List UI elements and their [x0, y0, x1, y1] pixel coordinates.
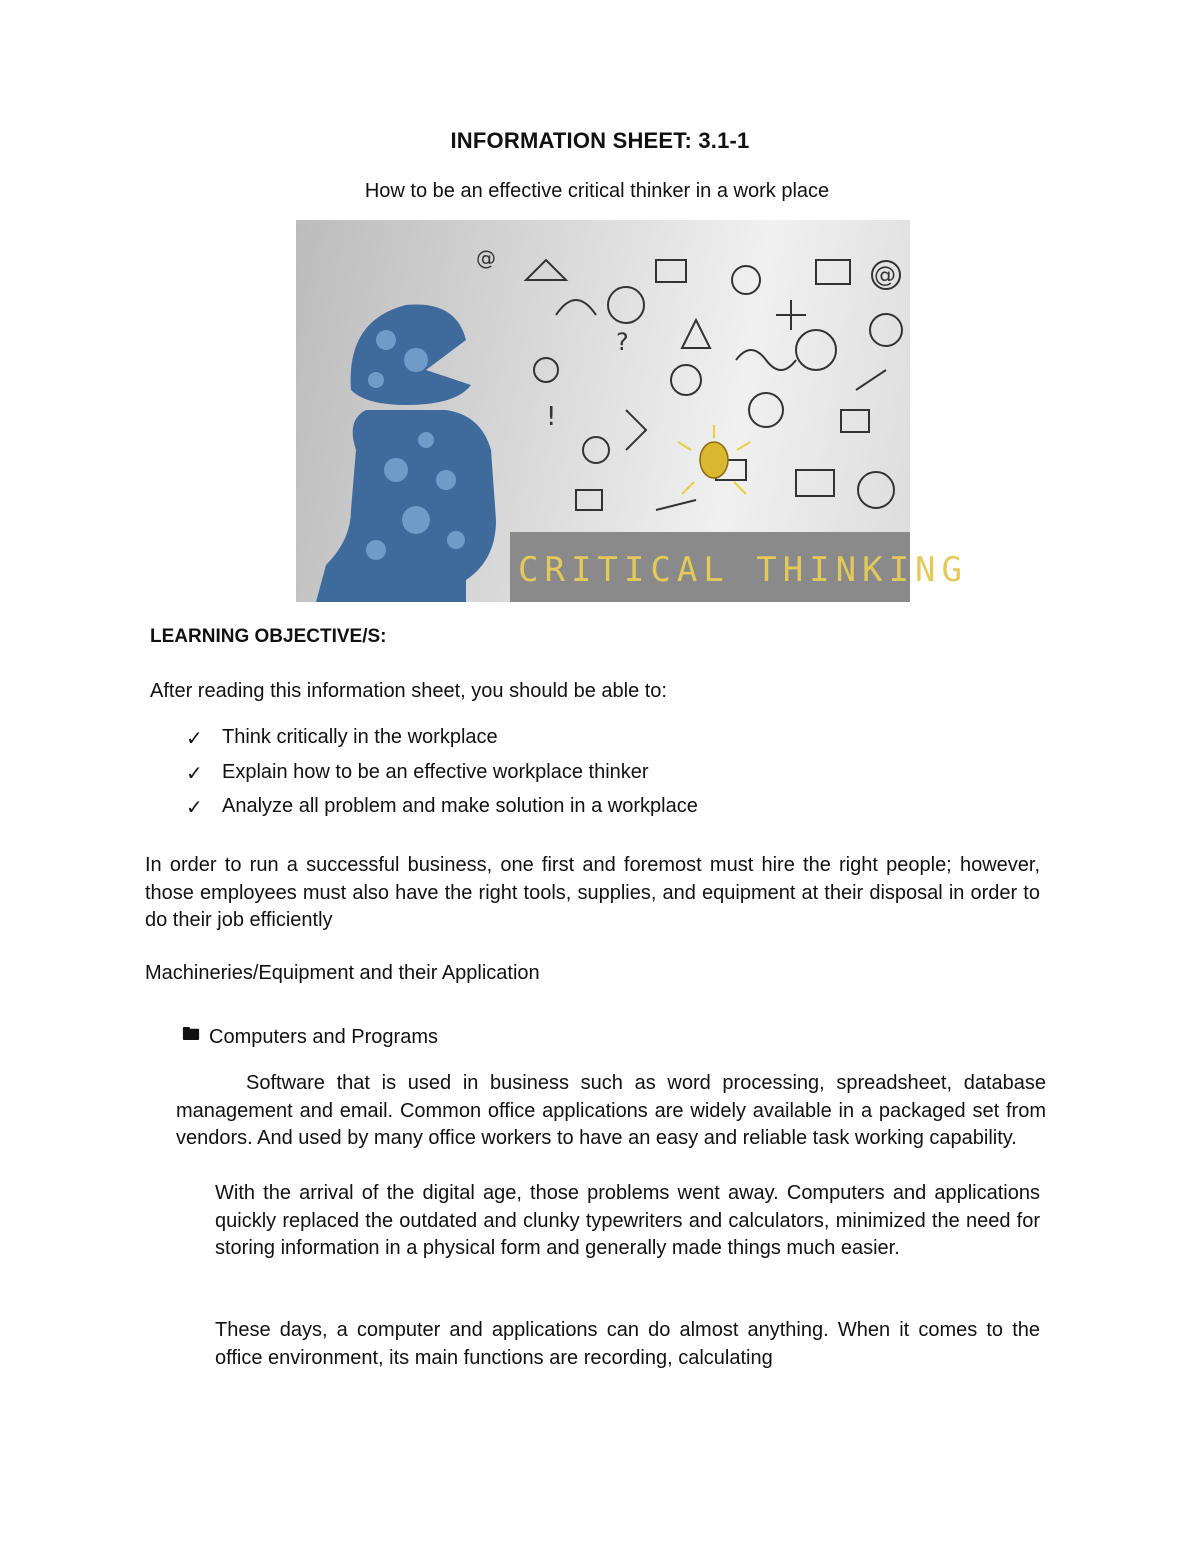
objective-text: Think critically in the workplace	[222, 726, 498, 748]
body-paragraph: In order to run a successful business, one first and foremost must hire the right people; however, those employees must also have the right tools, supplies, and equipment at their disposal in order to do their job efficiently	[145, 854, 1040, 931]
body-paragraph: These days, a computer and applications can do almost anything. When it comes to the office environment, its main functions are recording, calculating	[215, 1319, 1040, 1369]
section-title: Machineries/Equipment and their Application	[145, 962, 540, 984]
page-subtitle: How to be an effective critical thinker in a work place	[364, 180, 830, 202]
checkmark-icon: ✓	[186, 728, 203, 750]
sub-heading-text: Computers and Programs	[209, 1025, 438, 1048]
critical-thinking-illustration	[296, 220, 968, 602]
svg-text:!: !	[546, 402, 557, 432]
body-paragraph: With the arrival of the digital age, those problems went away. Computers and applications quickly replaced the outdated and clunky typewriters and calculators, minimized the need for storing information in a physical form and generally made things much easier.	[215, 1182, 1040, 1259]
page-title: INFORMATION SHEET: 3.1-1	[450, 128, 750, 153]
checkmark-icon: ✓	[186, 762, 203, 785]
checkmark-icon: ✓	[186, 797, 203, 819]
list-item	[186, 726, 698, 761]
sub-heading	[182, 1022, 438, 1052]
objectives-heading: LEARNING OBJECTIVE/S:	[150, 626, 387, 647]
svg-text:?: ?	[616, 328, 629, 356]
svg-text:@: @	[476, 246, 496, 270]
objective-text: Analyze all problem and make solution in a workplace	[222, 795, 698, 817]
clapperboard-icon: 🖿	[182, 1024, 200, 1044]
image-caption: CRITICAL THINKING	[518, 550, 968, 590]
objectives-intro: After reading this information sheet, you should be able to:	[150, 680, 667, 702]
svg-text:@: @	[874, 263, 896, 288]
objective-text: Explain how to be an effective workplace thinker	[222, 760, 649, 783]
body-paragraph: Software that is used in business such as word processing, spreadsheet, database management and email. Common office applications are widely available in a packaged set from vendors. And used by many office workers to have an easy and reliable task working capability.	[176, 1072, 1046, 1149]
list-item	[186, 761, 698, 796]
list-item	[186, 795, 698, 830]
objectives-list	[186, 726, 698, 830]
